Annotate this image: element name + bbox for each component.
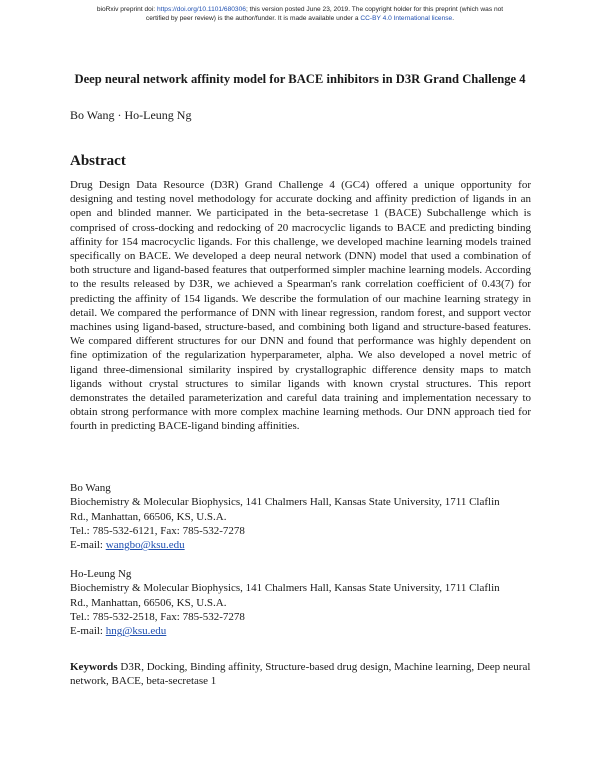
keywords-label: Keywords <box>70 661 118 673</box>
preprint-notice-line1: bioRxiv preprint doi: https://doi.org/10.1101/680306; this version posted June 23, 2019. The copyright holder for this preprint (which was not <box>96 6 504 13</box>
affiliation-address-line1: Biochemistry & Molecular Biophysics, 141 Chalmers Hall, Kansas State University, 1711 Claflin <box>70 582 500 595</box>
affiliation-block-2 <box>70 567 540 638</box>
abstract-heading: Abstract <box>70 153 126 169</box>
doi-link[interactable]: https://doi.org/10.1101/680306 <box>156 6 246 13</box>
affiliation-address-line2: Rd., Manhattan, 66506, KS, U.S.A. <box>70 510 227 523</box>
preprint-notice-line2: certified by peer review) is the author/funder. It is made available under a CC-BY 4.0 International license. <box>145 14 455 22</box>
affiliation-address-line1: Biochemistry & Molecular Biophysics, 141 Chalmers Hall, Kansas State University, 1711 Claflin <box>70 496 500 509</box>
affiliation-phone: Tel.: 785-532-2518, Fax: 785-532-7278 <box>70 610 245 623</box>
abstract-text: Drug Design Data Resource (D3R) Grand Challenge 4 (GC4) offered a unique opportunity for designing and testing novel methodology for accurate docking and affinity prediction of ligands in an open and blinded manner. We participated in the beta-secretase 1 (BACE) Subchallenge which is comprised of cross-docking and redocking of 20 macrocyclic ligands to BACE and predicting binding affinity for 154 macrocyclic ligands. For this challenge, we developed machine learning models trained specifically on BACE. We developed a deep neural network (DNN) model that used a combination of both structure and ligand-based features that outperformed simpler machine learning models. According to the results released by D3R, we achieved a Spearman's rank correlation coefficient of 0.43(7) for predicting the affinity of 154 ligands. We describe the formulation of our machine learning strategy in detail. We compared the performance of DNN with linear regression, random forest, and support vector machines using ligand-based, structure-based, and combining both ligand and structure-based features. We compared different structures for our DNN and found that performance was highly dependent on fine optimization of the regularization hyperparameter, alpha. We also developed a novel metric of ligand three-dimensional similarity inspired by crystallographic difference density maps to match ligands without crystal structures to similar ligands with known crystal structures. This report demonstrates the detailed parameterization and careful data training and implementation necessary to obtain strong performance with more complex machine learning methods. Our DNN approach tied for fourth in predicting BACE-ligand binding affinities. <box>70 179 531 433</box>
affiliation-name: Bo Wang <box>70 482 111 494</box>
email-link[interactable]: hng@ksu.edu <box>105 625 167 638</box>
affiliation-name: Ho-Leung Ng <box>70 568 132 580</box>
affiliation-block-1 <box>70 481 540 552</box>
preprint-notice <box>60 6 540 23</box>
keywords <box>70 660 532 689</box>
affiliation-email-line: E-mail: hng@ksu.edu <box>70 625 167 638</box>
author-list: Bo Wang · Ho-Leung Ng <box>70 108 192 122</box>
affiliation-email-line: E-mail: wangbo@ksu.edu <box>70 539 185 552</box>
license-link[interactable]: CC-BY 4.0 International license <box>360 14 453 22</box>
email-link[interactable]: wangbo@ksu.edu <box>105 539 185 552</box>
affiliation-phone: Tel.: 785-532-6121, Fax: 785-532-7278 <box>70 524 245 537</box>
affiliation-address-line2: Rd., Manhattan, 66506, KS, U.S.A. <box>70 596 227 609</box>
keywords-text: D3R, Docking, Binding affinity, Structure-based drug design, Machine learning, Deep neural network, BACE, beta-secretase 1 <box>70 661 531 688</box>
paper-title: Deep neural network affinity model for BACE inhibitors in D3R Grand Challenge 4 <box>74 72 526 86</box>
